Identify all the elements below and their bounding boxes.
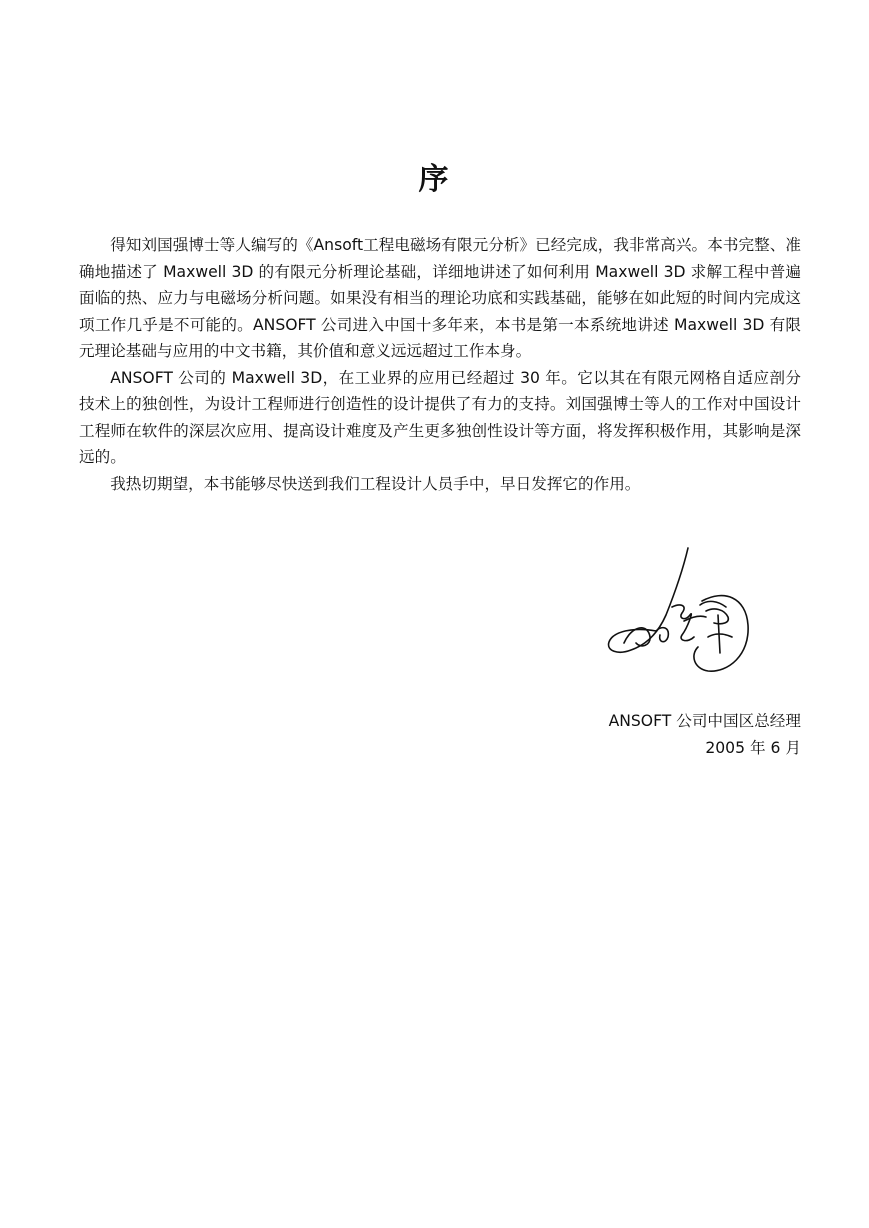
paragraph-3: 我热切期望，本书能够尽快送到我们工程设计人员手中，早日发挥它的作用。 [110,474,641,493]
signer-title: ANSOFT 公司中国区总经理 [608,712,801,730]
handwritten-signature [596,545,796,695]
page-title: 序 [418,162,451,197]
paragraph-2: ANSOFT 公司的 Maxwell 3D，在工业界的应用已经超过 30 年。它以其在有限元网格自适应剖分技术上的独创性，为设计工程师进行创造性的设计提供了有力的支持。刘国强博士等人的工作对中国设计工程师在软件的深层次应用、提高设计难度及产生更多独创性设计等方面，将发挥积极作用，其影响是深远的。 [79,368,801,466]
paragraph-1: 得知刘国强博士等人编写的《Ansoft工程电磁场有限元分析》已经完成，我非常高兴。本书完整、准确地描述了 Maxwell 3D 的有限元分析理论基础，详细地讲述了如何利用 Maxwell 3D 求解工程中普遍面临的热、应力与电磁场分析问题。如果没有相当的理论功底和实践基础，能够在如此短的时间内完成这项工作几乎是不可能的。ANSOFT 公司进入中国十多年来，本书是第一本系统地讲述 Maxwell 3D 有限元理论基础与应用的中文书籍，其价值和意义远远超过工作本身。 [79,236,801,360]
body-text [79,232,801,497]
signature-block [609,708,801,762]
signature-date: 2005 年 6 月 [705,739,801,757]
